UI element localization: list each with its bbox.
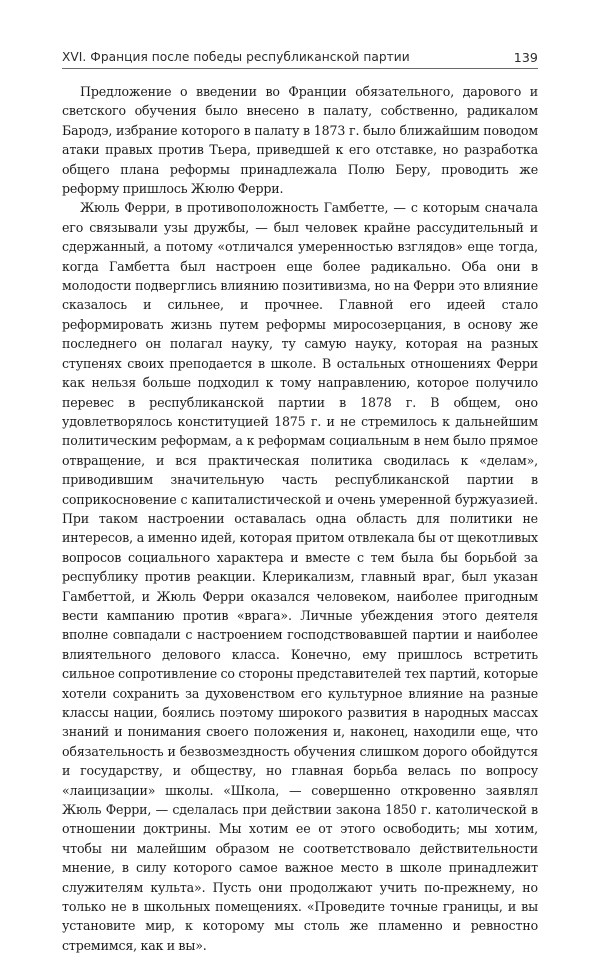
paragraph: Жюль Ферри, в противоположность Гамбетте, — с которым сначала его связывали узы дружбы, — был человек крайне рассудительный и сдержанный, а потому «отличался умеренностью взглядов» еще тогда, когда Гамбетта был настроен еще более радикально. Оба они в молодости подверглись влиянию позитивизма, но на Ферри это влияние сказалось и сильнее, и прочнее. Главной его идеей стало реформировать жизнь путем реформы миросозерцания, в основу же последнего он полагал науку, ту самую науку, которая на разных ступенях своих преподается в школе. В остальных отношениях Ферри как нельзя больше подходил к тому направлению, которое получило перевес в республиканской партии в 1878 г. В общем, оно удовлетворялось конституцией 1875 г. и не стремилось к дальнейшим политическим реформам, а к реформам социальным в нем было прямое отвращение, и вся практическая политика сводилась к «делам», приводившим значительную часть республиканской партии в соприкосновение с капиталистической и очень умеренной буржуазией. При таком настроении оставалась одна область для политики не интересов, а именно идей, которая притом отвлекала бы от щекотливых вопросов социального характера и вместе с тем была бы борьбой за республику против реакции. Клерикализм, главный враг, был указан Гамбеттой, и Жюль Ферри оказался человеком, наиболее пригодным вести кампанию против «врага». Личные убеждения этого деятеля вполне совпадали с настроением господствовавшей партии и наиболее влиятельного делового класса. Конечно, ему пришлось встретить сильное сопротивление со стороны представителей тех партий, которые хотели сохранить за духовенством его культурное влияние на разные классы нации, боялись поэтому широкого развития в народных массах знаний и понимания своего положения и, наконец, находили еще, что обязательность и безвозмездность обучения слишком дорого обойдутся и государству, и обществу, но главная борьба велась по вопросу «лаицизации» школы. «Школа, — совершенно откровенно заявлял Жюль Ферри, — сделалась при действии закона 1850 г. католической в отношении доктрины. Мы хотим ее от этого освободить; мы хотим, чтобы ни малейшим образом не соответствовало действительности мнение, в силу которого самое важное место в школе принадлежит служителям культа». Пусть они продолжают учить по-прежнему, но только не в школьных помещениях. «Проведите точные границы, и вы установите мир, к которому мы столь же пламенно и ревностно стремимся, как и вы». bbox=[62, 200, 538, 953]
paragraph: Предложение о введении во Франции обязательного, дарового и светского обучения было внесено в палату, собственно, радикалом Бародэ, избрание которого в палату в 1873 г. было ближайшим поводом атаки правых против Тьера, приведшей к его отставке, но разработка общего плана реформы принадлежала Полю Беру, проводить же реформу пришлось Жюлю Ферри. bbox=[62, 84, 538, 197]
page-number: 139 bbox=[513, 50, 538, 65]
body-text bbox=[62, 82, 538, 955]
chapter-title: XVI. Франция после победы республиканской партии bbox=[62, 50, 410, 64]
running-head bbox=[62, 50, 538, 69]
